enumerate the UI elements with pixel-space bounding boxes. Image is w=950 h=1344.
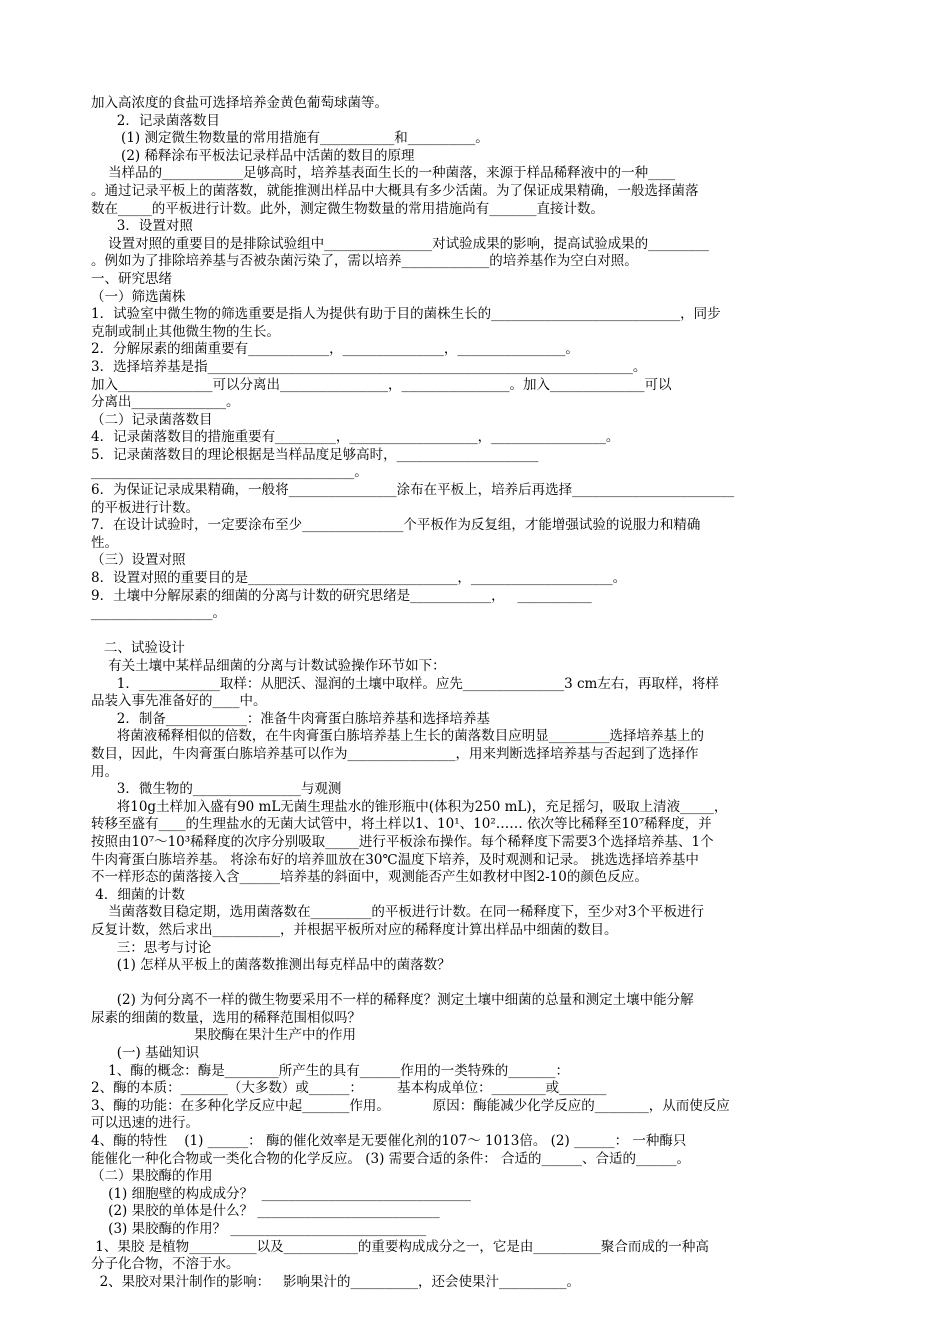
text-line: 。通过记录平板上的菌落数，就能推测出样品中大概具有多少活菌。为了保证成果精确，一般选择菌落: [91, 182, 699, 199]
text-line: [91, 975, 856, 993]
text-line: 三：思考与讨论: [91, 939, 212, 956]
text-line: 加入高浓度的食盐可选择培养金黄色葡萄球菌等。: [91, 95, 388, 111]
text-line: 5．记录菌落数目的理论根据是当样品度足够高时，_____________________: [91, 446, 539, 463]
text-line: 当菌落数目稳定期，选用菌落数在_________的平板进行计数。在同一稀释度下，至少对3个平板进行: [91, 904, 705, 921]
text-line: （二）记录菌落数目: [91, 411, 213, 428]
text-line: 2、酶的本质：_______（大多数）或______： 基本构成单位：________或_______: [91, 1080, 607, 1097]
text-line: 设置对照的重要目的是排除试验组中________________对试验成果的影响，提高试验成果的_________: [91, 235, 709, 252]
text-line: (一) 基础知识: [91, 1045, 200, 1062]
text-line: 9．土壤中分解尿素的细菌的分离与计数的研究思绪是____________， ___________: [91, 587, 592, 604]
text-line: 7．在设计试验时，一定要涂布至少_______________个平板作为反复组，才能增强试验的说服力和精确: [91, 517, 701, 534]
text-line: 二、试验设计: [91, 640, 185, 657]
text-line: 2．分解尿素的细菌重要有____________，_______________，________________。: [91, 341, 579, 358]
text-line: 2．制备____________：准备牛肉膏蛋白胨培养基和选择培养基: [91, 710, 490, 727]
text-line: _______________________________________。: [91, 464, 368, 481]
text-line: 不一样形态的菌落接入含______培养基的斜面中，观测能否产生如教材中图2-10的颜色反应。: [91, 869, 648, 886]
text-line: 的平板进行计数。: [91, 499, 199, 516]
text-line: (1) 怎样从平板上的菌落数推测出每克样品中的菌落数？: [91, 957, 451, 974]
text-line: 1、酶的概念：酶是________所产生的具有______作用的一类特殊的_______：: [91, 1062, 570, 1079]
text-line: （三）设置对照: [91, 552, 186, 569]
text-line: 按照由10⁷～10³稀释度的次序分别吸取_____进行平板涂布操作。每个稀释度下需要3个选择培养基、1个: [91, 833, 714, 850]
text-line: __________________。: [91, 605, 226, 622]
document-page: [91, 95, 856, 1291]
text-line: 8．设置对照的重要目的是_______________________________，_____________________。: [91, 570, 627, 587]
text-line: 4．记录菌落数目的措施重要有_________，___________________，_________________。: [91, 429, 620, 446]
text-line: 加入______________可以分离出________________，________________。加入______________可以: [91, 376, 672, 393]
text-line: 3．微生物的________________与观测: [91, 781, 342, 798]
text-line: 2．记录菌落数目: [91, 112, 220, 129]
text-line: 4．细菌的计数: [91, 886, 185, 903]
text-line: 1、果胶 是植物__________以及___________的重要构成成分之一，它是由__________聚合而成的一种高: [91, 1238, 709, 1255]
text-line: 能催化一种化合物或一类化合物的化学反应。 (3) 需要合适的条件： 合适的______、合适的______。: [91, 1150, 690, 1167]
text-line: 有关土壤中某样品细菌的分离与计数试验操作环节如下：: [91, 658, 446, 674]
text-line: 一、研究思绪: [91, 270, 172, 287]
text-line: 1．____________取样：从肥沃、湿润的土壤中取样。应先_______________3 cm左右，再取样，将样: [91, 675, 719, 692]
text-line: (3) 果胶酶的作用？ _____________________________: [91, 1221, 427, 1237]
text-line: 。例如为了排除培养基与否被杂菌污染了，需以培养_____________的培养基作为空白对照。: [91, 253, 638, 270]
text-line: 尿素的细菌的数量，选用的稀释范围相似吗？: [91, 1009, 361, 1026]
text-line: （一）筛选菌株: [91, 288, 186, 305]
text-line: 数目，因此，牛肉膏蛋白胨培养基可以作为________________，用来判断选择培养基与否起到了选择作: [91, 745, 699, 762]
text-line: 用。: [91, 763, 118, 780]
text-line: 当样品的____________足够高时，培养基表面生长的一种菌落，来源于样品稀释液中的一种____: [91, 165, 676, 182]
text-line: 克制或制止其他微生物的生长。: [91, 323, 280, 340]
text-line: (1) 细胞壁的构成成分？ _______________________________: [91, 1185, 471, 1202]
text-line: 分离出______________。: [91, 394, 240, 411]
text-line: 果胶酶在果汁生产中的作用: [91, 1027, 356, 1044]
text-line: 6．为保证记录成果精确，一般将________________涂布在平板上，培养后再选择________________________: [91, 482, 735, 499]
text-line: 将菌液稀释相似的倍数，在牛肉膏蛋白胨培养基上生长的菌落数目应明显_________选择培养基上的: [91, 728, 704, 745]
text-line: 品装入事先准备好的____中。: [91, 693, 267, 710]
text-line: 1．试验室中微生物的筛选重要是指人为提供有助于目的菌株生长的____________________________，同步: [91, 306, 721, 323]
text-line: 牛肉膏蛋白胨培养基。 将涂布好的培养皿放在30℃温度下培养，及时观测和记录。 挑选选择培养基中: [91, 851, 699, 868]
text-line: 2、果胶对果汁制作的影响： 影响果汁的__________，还会使果汁__________。: [91, 1273, 581, 1290]
text-line: 3．选择培养基是指_______________________________________________________________。: [91, 358, 647, 375]
text-line: 反复计数，然后求出__________，并根据平板所对应的稀释度计算出样品中细菌的数目。: [91, 921, 618, 938]
text-line: 性。: [91, 534, 118, 551]
text-line: (2) 稀释涂布平板法记录样品中活菌的数目的原理: [91, 147, 415, 164]
text-line: 4、酶的特性 (1) ______： 酶的催化效率是无要催化剂的107～ 1013倍。 (2) ______： 一种酶只: [91, 1133, 687, 1150]
text-line: 转移至盛有____的生理盐水的无菌大试管中，将土样以1、10¹、10²…… 依次等比稀释至10⁷稀释度，并: [91, 816, 712, 833]
text-line: 数在_____的平板进行计数。此外，测定微生物数量的常用措施尚有_______直接计数。: [91, 200, 604, 217]
text-line: (2) 果胶的单体是什么？ ___________________________: [91, 1203, 440, 1220]
text-line: 3、酶的功能：在多种化学反应中起_______作用。 原因：酶能减少化学反应的________，从而使反应: [91, 1097, 730, 1114]
text-line: 将10g土样加入盛有90 mL无菌生理盐水的锥形瓶中(体积为250 mL)，充足摇匀，吸取上清液_____，: [91, 798, 728, 815]
text-line: 3．设置对照: [91, 218, 193, 235]
text-line: [91, 623, 856, 641]
text-line: 分子化合物，不溶于水。: [91, 1256, 240, 1273]
text-line: (1) 测定微生物数量的常用措施有___________和__________。: [91, 130, 489, 147]
text-line: 可以迅速的进行。: [91, 1115, 199, 1132]
text-line: (2) 为何分离不一样的微生物要采用不一样的稀释度？测定土壤中细菌的总量和测定土壤中能分解: [91, 992, 694, 1009]
text-line: （二）果胶酶的作用: [91, 1168, 213, 1185]
